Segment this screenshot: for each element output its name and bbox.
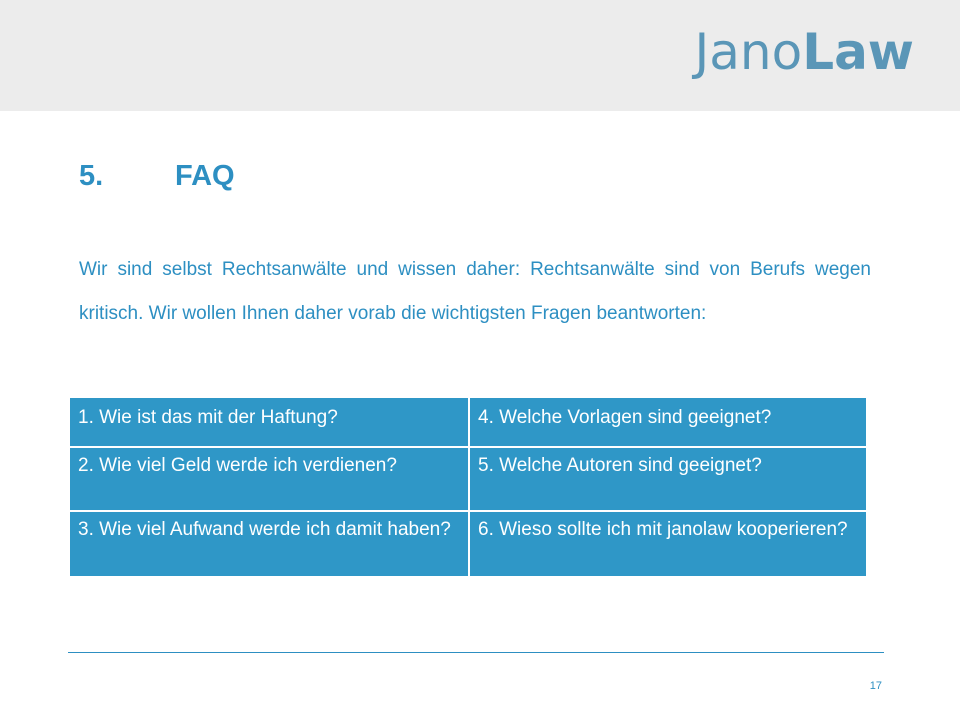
section-heading xyxy=(79,158,235,194)
logo-text-thin: Jano xyxy=(694,23,803,81)
faq-question-5: 5. Welche Autoren sind geeignet? xyxy=(469,447,867,511)
page-number: 17 xyxy=(869,680,882,692)
faq-question-3: 3. Wie viel Aufwand werde ich damit haben? xyxy=(69,511,469,577)
table-row xyxy=(69,447,867,511)
faq-question-1: 1. Wie ist das mit der Haftung? xyxy=(69,397,469,447)
footer-divider xyxy=(68,652,884,653)
faq-table xyxy=(68,396,868,578)
section-title: FAQ xyxy=(175,160,235,192)
logo-text-bold: Law xyxy=(802,23,914,81)
section-number: 5. xyxy=(79,160,104,192)
faq-question-2: 2. Wie viel Geld werde ich verdienen? xyxy=(69,447,469,511)
table-row xyxy=(69,511,867,577)
table-row xyxy=(69,397,867,447)
intro-paragraph: Wir sind selbst Rechtsanwälte und wissen daher: Rechtsanwälte sind von Berufs wegen kritisch. Wir wollen Ihnen daher vorab die wichtigsten Fragen beantworten: xyxy=(79,259,871,324)
janolaw-logo xyxy=(695,22,914,82)
header-band xyxy=(0,0,960,111)
faq-question-6: 6. Wieso sollte ich mit janolaw kooperieren? xyxy=(469,511,867,577)
faq-question-4: 4. Welche Vorlagen sind geeignet? xyxy=(469,397,867,447)
